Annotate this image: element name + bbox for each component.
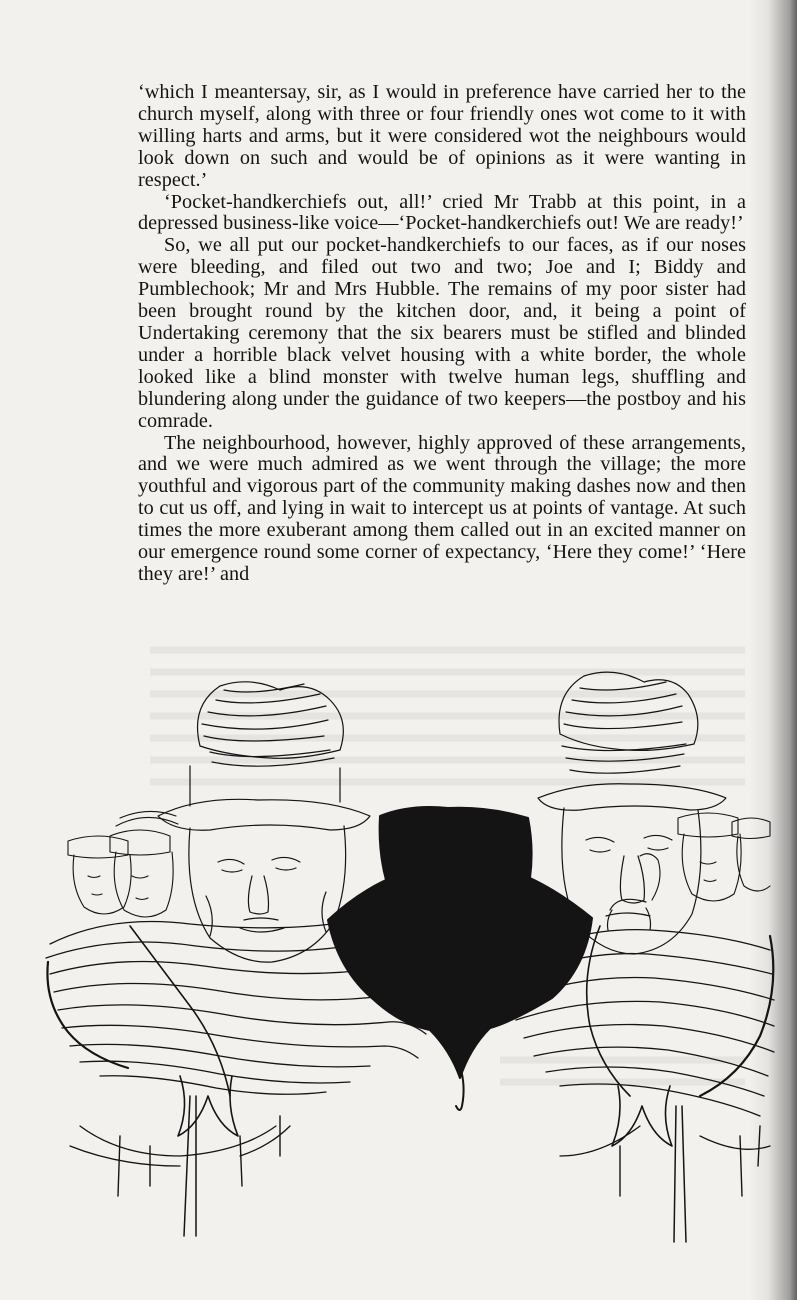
- paragraph-text: So, we all put our pocket-handkerchiefs to our faces, as if our noses were bleeding, and filed out two and two; Joe and I; Biddy and Pumblechook; Mr and Mrs Hubble. The remains of my poor sister had been brought round by the kitchen door, and, it being a point of Undertaking ceremony that the six bearers must be stifled and blinded under a horrible black velvet housing with a white border, the whole looked like a blind monster with twelve human legs, shuffling and blundering along under the guidance of two keepers—the postboy and his comrade.: [138, 234, 746, 432]
- paragraph-1: [138, 82, 746, 192]
- velvet-housing-icon: [328, 807, 592, 1110]
- paragraph-4: [138, 433, 746, 586]
- paragraph-text: ‘Pocket-handkerchiefs out, all!’ cried Mr Trabb at this point, in a depressed business-like voice—‘Pocket-handkerchiefs out! We are ready!’: [138, 190, 746, 235]
- ink-drips-icon: [118, 1116, 760, 1196]
- paragraph-2: [138, 192, 746, 236]
- ink-illustration: [40, 666, 780, 1266]
- background-figures-right-icon: [640, 813, 770, 901]
- background-figures-left-icon: [68, 811, 178, 917]
- page-text: [138, 82, 746, 586]
- paragraph-text: The neighbourhood, however, highly approved of these arrangements, and we were much admired as we went through the village; the more youthful and vigorous part of the community making dashes now and then to cut us off, and lying in wait to intercept us at points of vantage. At such times the more exuberant among them called out in an excited manner on our emergence round some corner of expectancy, ‘Here they come!’ ‘Here they are!’ and: [138, 431, 746, 585]
- paragraph-3: [138, 235, 746, 432]
- paragraph-text: ‘which I meantersay, sir, as I would in preference have carried her to the church myself, along with three or four friendly ones wot come to it with willing harts and arms, but it were considered wot the neighbours would look down on such and would be of opinions as it were wanting in respect.’: [138, 81, 746, 191]
